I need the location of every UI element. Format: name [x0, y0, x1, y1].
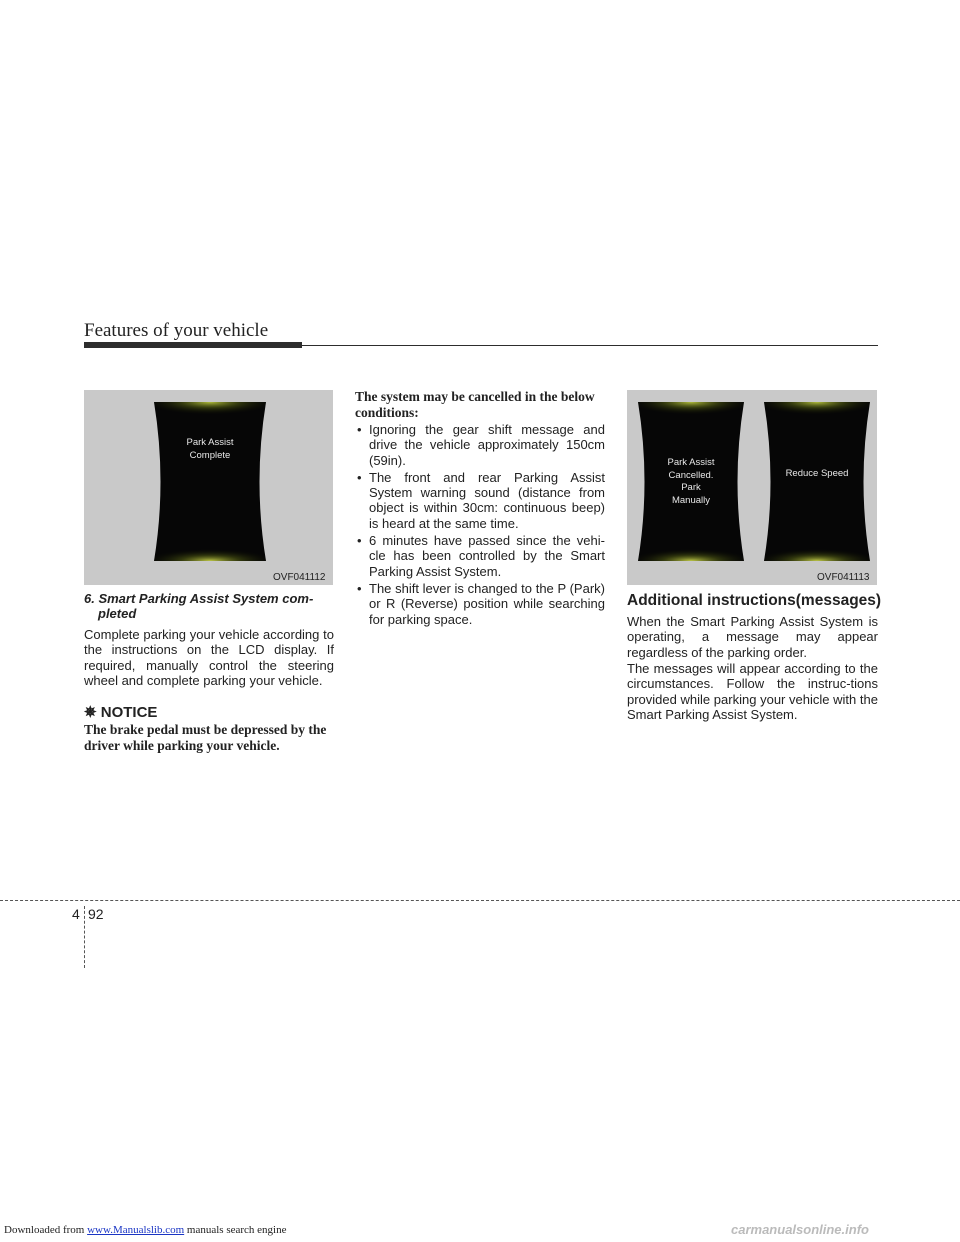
- page-number-divider: [84, 906, 85, 968]
- lcd-line: Park Assist: [667, 457, 715, 468]
- lcd-message-complete: [152, 437, 268, 462]
- additional-heading: Additional instructions(messages): [627, 592, 882, 609]
- list-item: • The front and rear Parking Assist System warning sound (distance from object is within 30cm: continuous beep) is heard at the same time.: [355, 470, 605, 531]
- notice-label: NOTICE: [100, 704, 158, 721]
- lcd-line: Manually: [671, 494, 711, 506]
- chapter-number: 4: [72, 906, 80, 922]
- lcd-screen-shape: [762, 400, 872, 563]
- notice-heading: [84, 703, 157, 721]
- step-6-heading: [84, 591, 334, 621]
- lcd-message-reduce-speed: Reduce Speed: [785, 468, 849, 479]
- lcd-line: Complete: [189, 449, 231, 461]
- figure-code: OVF041113: [817, 572, 870, 583]
- step-6-heading-line1: 6. Smart Parking Assist System com-: [84, 591, 314, 606]
- additional-para-1: When the Smart Parking Assist System is operating, a message may appear regardless of the parking order.: [627, 614, 878, 660]
- lcd-line: Cancelled.: [668, 469, 714, 481]
- manualslib-link[interactable]: www.Manualslib.com: [87, 1224, 185, 1236]
- lcd-screen-shape: [152, 400, 268, 563]
- step-6-heading-line2: pleted: [98, 606, 137, 621]
- header-rule-thin: [302, 345, 878, 346]
- lcd-line: Park Assist: [186, 437, 234, 448]
- download-credit-suffix: manuals search engine: [184, 1224, 287, 1236]
- notice-icon: ✵: [84, 704, 97, 721]
- download-credit: [4, 1224, 286, 1236]
- watermark-text: carmanualsonline.info: [731, 1222, 869, 1237]
- cancel-conditions-list: [355, 422, 605, 629]
- header-rule-thick: [84, 342, 302, 348]
- notice-body: The brake pedal must be depressed by the driver while parking your vehicle.: [84, 722, 327, 753]
- section-title: Features of your vehicle: [84, 320, 269, 341]
- list-item: • The shift lever is changed to the P (Park) or R (Reverse) position while searching for parking space.: [355, 581, 605, 627]
- step-6-body: Complete parking your vehicle according to the instructions on the LCD display. If required, manually control the steering wheel and complete parking your vehicle.: [84, 627, 334, 688]
- cancel-intro: The system may be cancelled in the below conditions:: [355, 389, 595, 420]
- page-number: 92: [88, 906, 104, 922]
- list-item: • 6 minutes have passed since the vehi-cle has been controlled by the Smart Parking Assist System.: [355, 533, 605, 579]
- figure-park-assist-complete: [84, 390, 333, 585]
- page-divider: [0, 900, 960, 901]
- figure-park-assist-messages: [627, 390, 877, 585]
- list-item: • Ignoring the gear shift message and drive the vehicle approximately 150cm (59in).: [355, 422, 605, 468]
- download-credit-prefix: Downloaded from: [4, 1224, 88, 1236]
- lcd-line: Park: [681, 482, 701, 493]
- lcd-message-cancelled: [636, 457, 746, 507]
- additional-para-2: The messages will appear according to the circumstances. Follow the instruc-tions provided while parking your vehicle with the Smart Parking Assist System.: [627, 661, 878, 722]
- figure-code: OVF041112: [273, 572, 326, 583]
